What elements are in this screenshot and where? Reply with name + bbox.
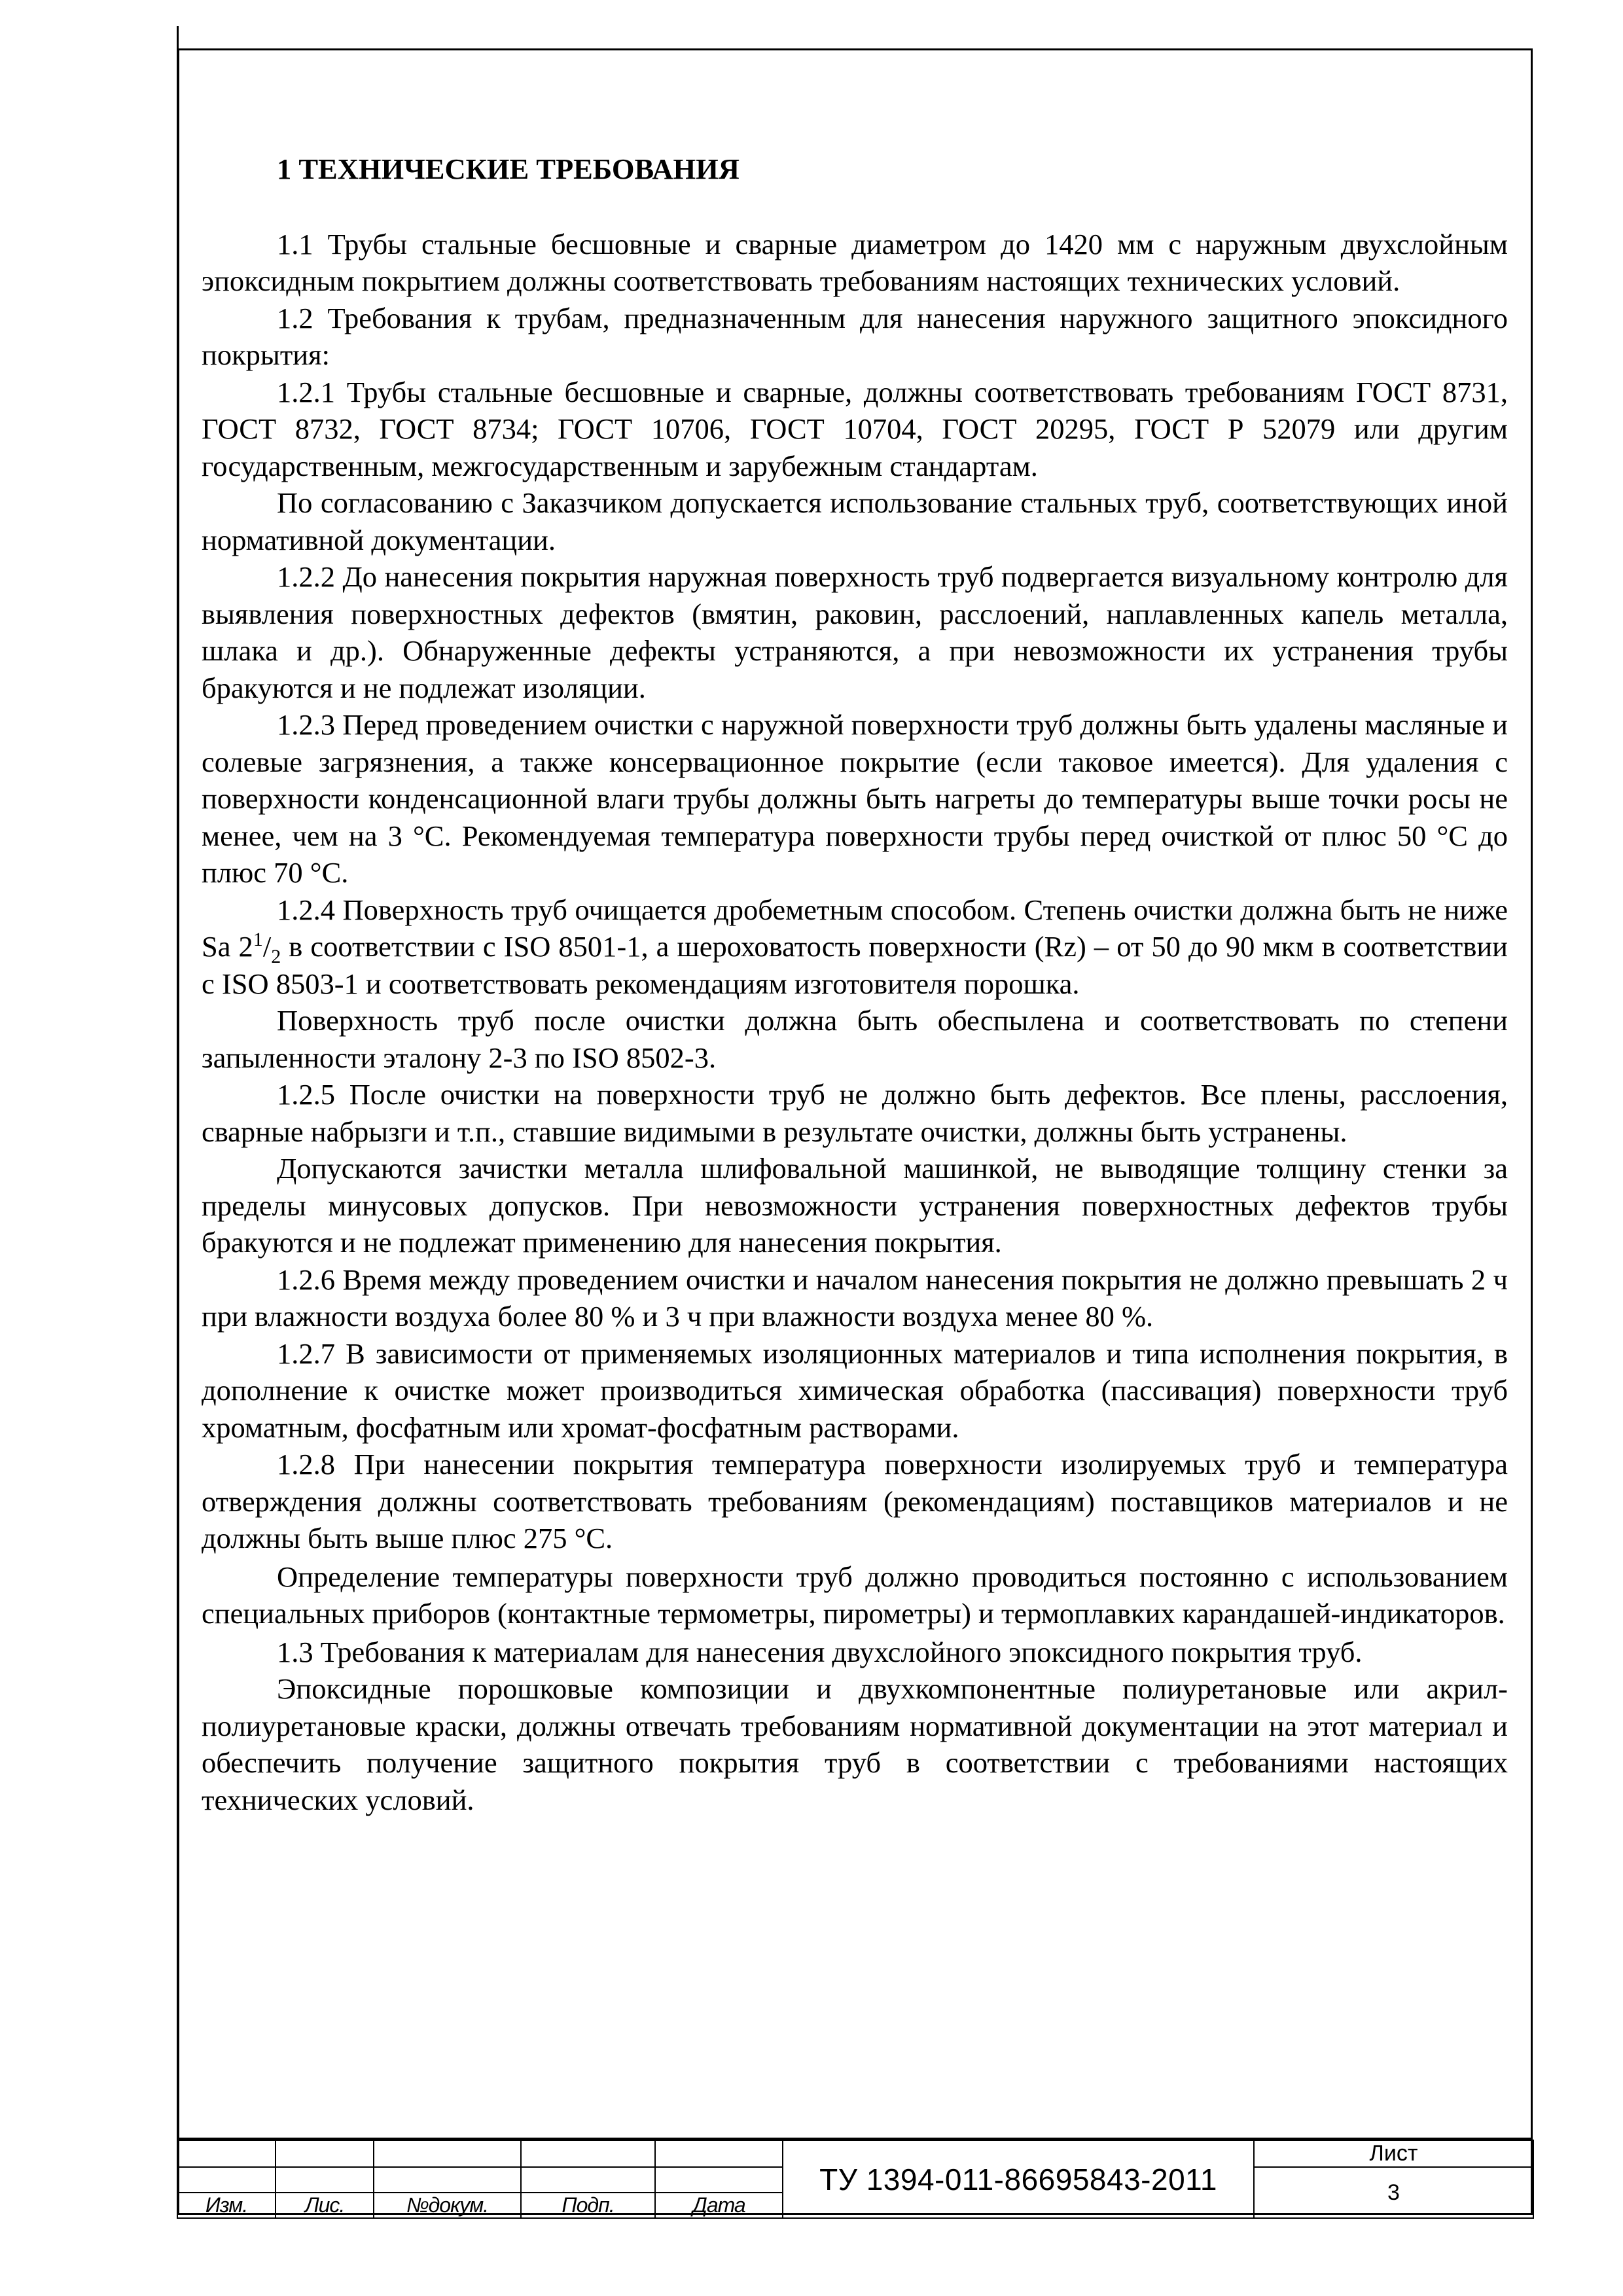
- tb-cell-empty: [276, 2167, 374, 2193]
- sheet-label: Лист: [1254, 2140, 1533, 2167]
- col-header-data: Дата: [655, 2193, 783, 2218]
- col-header-lis: Лис.: [276, 2193, 374, 2218]
- title-block: [177, 2138, 1533, 2215]
- paragraph-1-2-3: 1.2.3 Перед проведением очистки с наружной поверхности труб должны быть удалены масляные и солевые загрязнения, а также консервационное покрытие (если таковое имеется). Для удаления с поверхности конденсационной влаги трубы должны быть нагреты до температуры выше точки росы не менее, чем на 3 °С. Рекомендуемая температура поверхности трубы перед очисткой от плюс 50 °С до плюс 70 °С.: [202, 708, 1508, 889]
- tb-cell-empty: [177, 2167, 276, 2193]
- paragraph-1-2-4: [202, 891, 1508, 1003]
- title-block-grid: [177, 2140, 1534, 2219]
- tb-cell-empty: [521, 2167, 655, 2193]
- tb-cell-empty: [655, 2140, 783, 2167]
- document-code: ТУ 1394-011-86695843-2011: [783, 2140, 1254, 2218]
- paragraph-1-2-8: 1.2.8 При нанесении покрытия температура поверхности изолируемых труб и температура отверждения должны соответствовать требованиям (рекомендациям) поставщиков материалов и не должны быть выше плюс 275 °С.: [202, 1448, 1508, 1554]
- paragraph-temperature: Определение температуры поверхности труб должно проводиться постоянно с использованием специальных приборов (контактные термометры, пирометры) и термоплавких карандашей-индикаторов.: [202, 1560, 1508, 1630]
- paragraph-1-2-5: 1.2.5 После очистки на поверхности труб не должно быть дефектов. Все плены, расслоения, сварные набрызги и т.п., ставшие видимыми в результате очистки, должны быть устранены.: [202, 1078, 1508, 1148]
- paragraph-materials: Эпоксидные порошковые композиции и двухкомпонентные полиуретановые или акрил-полиуретановые краски, должны отвечать требованиям нормативной документации на этот материал и обеспечить получение защитного покрытия труб в соответствии с требованиями настоящих технических условий.: [202, 1672, 1508, 1816]
- col-header-doc: №докум.: [374, 2193, 521, 2218]
- paragraph-1-2: 1.2 Требования к трубам, предназначенным для нанесения наружного защитного эпоксидного покрытия:: [202, 301, 1508, 371]
- tb-cell-empty: [374, 2167, 521, 2193]
- paragraph-1-2-1: 1.2.1 Трубы стальные бесшовные и сварные, должны соответствовать требованиям ГОСТ 8731, ГОСТ 8732, ГОСТ 8734; ГОСТ 10706, ГОСТ 10704, ГОСТ 20295, ГОСТ Р 52079 или другим государственным, межгосударственным и зарубежным стандартам.: [202, 375, 1508, 482]
- document-body: [202, 151, 1508, 1818]
- paragraph-1-2-4-before: 1.2.4 Поверхность труб очищается дробеметным способом. Степень очистки должна быть не ниже Sa 2: [202, 893, 1508, 963]
- paragraph-1-3: 1.3 Требования к материалам для нанесения двухслойного эпоксидного покрытия труб.: [277, 1635, 1363, 1668]
- fraction-denominator: 2: [271, 945, 281, 967]
- paragraph-grinding: Допускаются зачистки металла шлифовальной машинкой, не выводящие толщину стенки за пределы минусовых допусков. При невозможности устранения поверхностных дефектов трубы бракуются и не подлежат применению для нанесения покрытия.: [202, 1152, 1508, 1259]
- paragraph-1-1: 1.1 Трубы стальные бесшовные и сварные диаметром до 1420 мм с наружным двухслойным эпоксидным покрытием должны соответствовать требованиям настоящих технических условий.: [202, 227, 1508, 297]
- col-header-podp: Подп.: [521, 2193, 655, 2218]
- paragraph-1-2-2: 1.2.2 До нанесения покрытия наружная поверхность труб подвергается визуальному контролю для выявления поверхностных дефектов (вмятин, раковин, расслоений, наплавленных капель металла, шлака и др.). Обнаруженные дефекты устраняются, а при невозможности их устранения трубы бракуются и не подлежат изоляции.: [202, 560, 1508, 704]
- section-heading: 1 ТЕХНИЧЕСКИЕ ТРЕБОВАНИЯ: [277, 152, 740, 185]
- tb-cell-empty: [655, 2167, 783, 2193]
- tb-cell-empty: [276, 2140, 374, 2167]
- sheet-number: 3: [1254, 2167, 1533, 2218]
- tb-cell-empty: [177, 2140, 276, 2167]
- tb-cell-empty: [374, 2140, 521, 2167]
- paragraph-1-2-7: 1.2.7 В зависимости от применяемых изоляционных материалов и типа исполнения покрытия, в дополнение к очистке может производиться химическая обработка (пассивация) поверхности труб хроматным, фосфатным или хромат-фосфатным растворами.: [202, 1336, 1508, 1444]
- fraction-slash: /: [262, 930, 272, 963]
- col-header-izm: Изм.: [177, 2193, 276, 2218]
- fraction-numerator: 1: [253, 929, 263, 951]
- tb-cell-empty: [521, 2140, 655, 2167]
- paragraph-dedusting: Поверхность труб после очистки должна быть обеспылена и соответствовать по степени запыленности эталону 2-3 по ISO 8502-3.: [202, 1004, 1508, 1074]
- paragraph-1-2-4-after: в соответствии с ISO 8501-1, а шероховатость поверхности (Rz) – от 50 до 90 мкм в соответствии с ISO 8503-1 и соответствовать рекомендациям изготовителя порошка.: [202, 930, 1508, 1000]
- paragraph-1-2-6: 1.2.6 Время между проведением очистки и началом нанесения покрытия не должно превышать 2 ч при влажности воздуха более 80 % и 3 ч при влажности воздуха менее 80 %.: [202, 1263, 1508, 1333]
- paragraph-agreement: По согласованию с Заказчиком допускается использование стальных труб, соответствующих иной нормативной документации.: [202, 486, 1508, 556]
